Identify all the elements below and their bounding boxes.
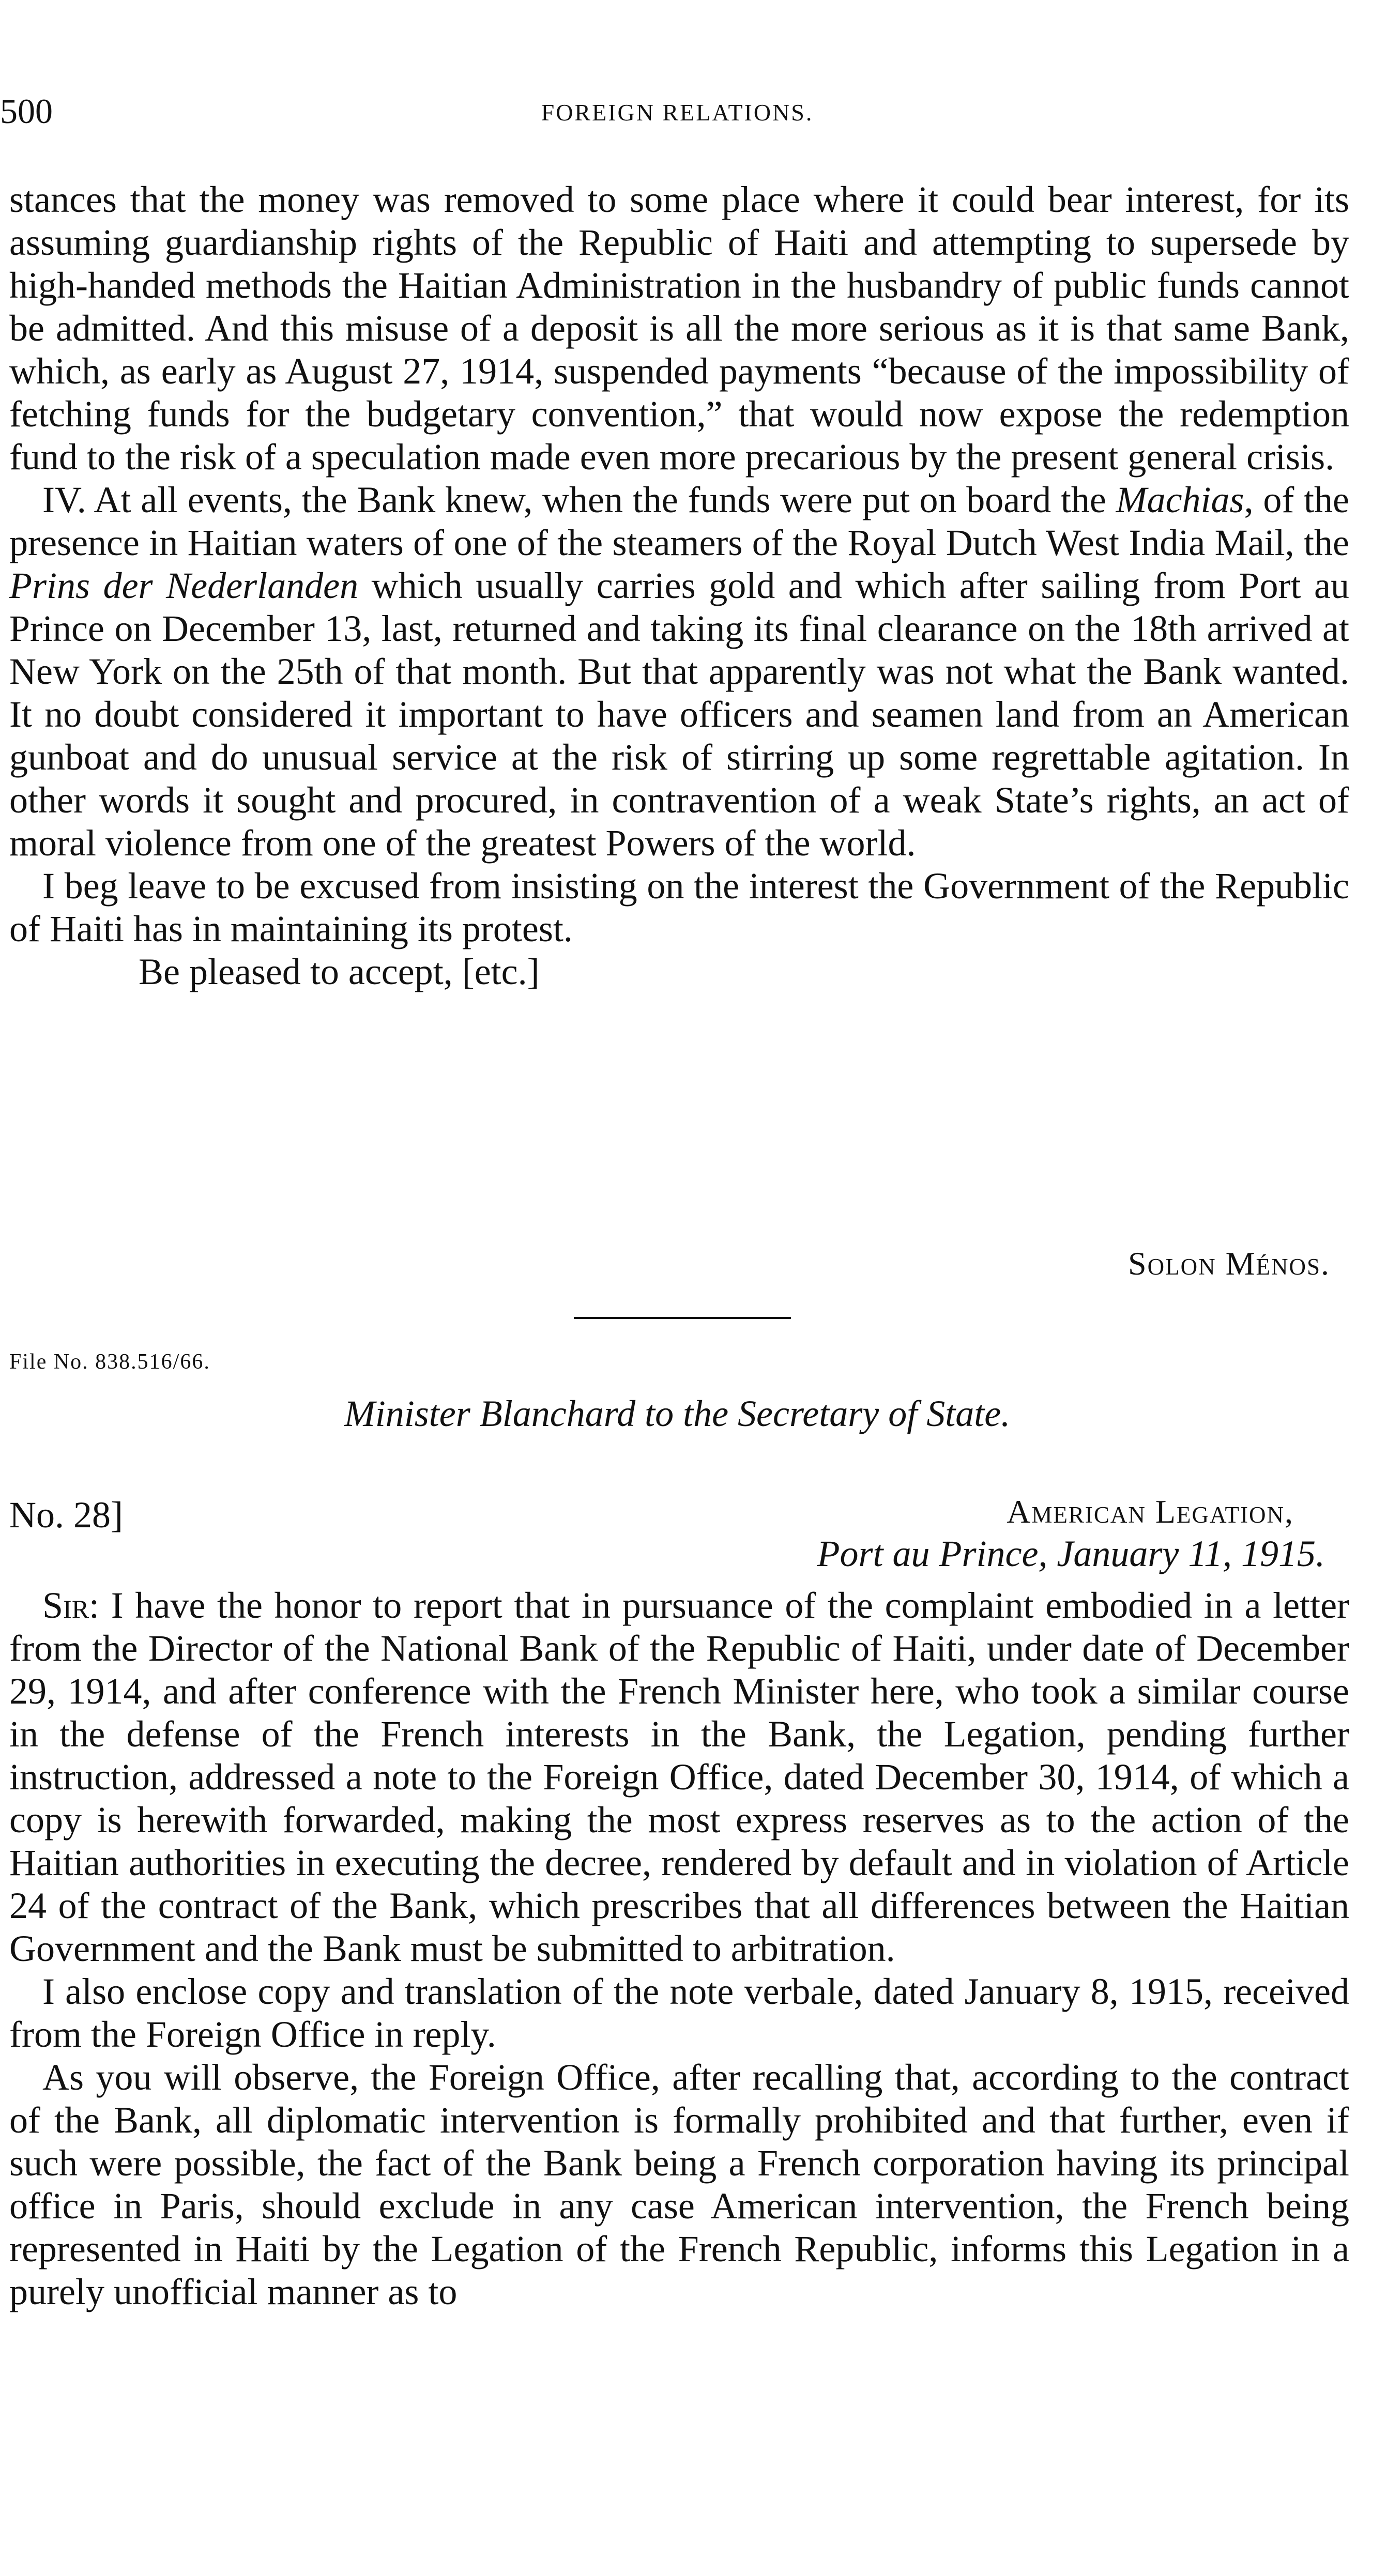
paragraph: I beg leave to be excused from insisting on the interest the Government of the Republic of Haiti has in maintaining its protest.: [9, 865, 1349, 949]
paragraph-iv: [9, 479, 1349, 865]
salutation: Sir:: [42, 1585, 100, 1626]
paragraph-text: I have the honor to report that in pursuance of the complaint embodied in a letter from the Director of the National Bank of the Republic of Haiti, under date of December 29, 1914, and after conference with the French Minister here, who took a similar course in the defense of the French interests in the Bank, the Legation, pending further instruction, addressed a note to the Foreign Office, dated December 30, 1914, of which a copy is herewith forwarded, making the most express reserves as to the action of the Haitian authorities in executing the decree, rendered by default and in violation of Article 24 of the contract of the Bank, which prescribes that all differences between the Haitian Government and the Bank must be submitted to arbitration.: [9, 1585, 1349, 1969]
running-head: FOREIGN RELATIONS.: [541, 99, 814, 126]
letter-continuation: [9, 178, 1349, 993]
paragraph: stances that the money was removed to some place where it could bear interest, for its assuming guardianship rights of the Republic of Haiti and attempting to supersede by high-handed methods the Haitian Administration in the husbandry of public funds cannot be admitted. And this misuse of a deposit is all the more serious as it is that same Bank, which, as early as August 27, 1914, suspended payments “because of the impossibility of fetching funds for the budgetary convention,” that would now expose the redemption fund to the risk of a speculation made even more precarious by the present general crisis.: [9, 179, 1349, 478]
paragraph-text: , of the presence in Haitian waters of one of the steamers of the Royal Dutch West India Mail, the: [9, 479, 1349, 563]
dateline: Port au Prince, January 11, 1915.: [817, 1533, 1325, 1574]
signature: Solon Ménos.: [1128, 1245, 1330, 1282]
ship-name: Machias: [1116, 479, 1244, 520]
paragraph: As you will observe, the Foreign Office, after recalling that, according to the contract of the Bank, all diplomatic intervention is formally prohibited and that further, even if such were possible, the fact of the Bank being a French corporation having its principal office in Paris, should exclude in any case American intervention, the French being represented in Haiti by the Legation of the French Republic, informs this Legation in a purely unofficial manner as to: [9, 2057, 1349, 2312]
paragraph-text: which usually carries gold and which after sailing from Port au Prince on December 13, last, returned and taking its final clearance on the 18th arrived at New York on the 25th of that month. But that apparently was not what the Bank wanted. It no doubt considered it important to have officers and seamen land from an American gunboat and do unusual service at the risk of stirring up some regrettable agitation. In other words it sought and procured, in contravention of a weak State’s rights, an act of moral violence from one of the greatest Powers of the world.: [9, 565, 1349, 864]
page-header: [0, 88, 1354, 134]
closing-line: Be pleased to accept, [etc.]: [139, 951, 540, 992]
paragraph: I also enclose copy and translation of the note verbale, dated January 8, 1915, received from the Foreign Office in reply.: [9, 1971, 1349, 2055]
ship-name: Prins der Nederlanden: [9, 565, 359, 606]
section-divider: [574, 1317, 791, 1319]
paragraph-text: IV. At all events, the Bank knew, when the funds were put on board the: [42, 479, 1116, 520]
document-title: Minister Blanchard to the Secretary of State.: [344, 1393, 1011, 1434]
page-number: 500: [0, 91, 53, 131]
file-number: File No. 838.516/66.: [9, 1350, 210, 1374]
paragraph: [9, 1584, 1349, 1970]
legation-heading: American Legation,: [1007, 1493, 1294, 1530]
dispatch-number: No. 28]: [9, 1494, 123, 1536]
dispatch-body: [9, 1584, 1349, 2313]
